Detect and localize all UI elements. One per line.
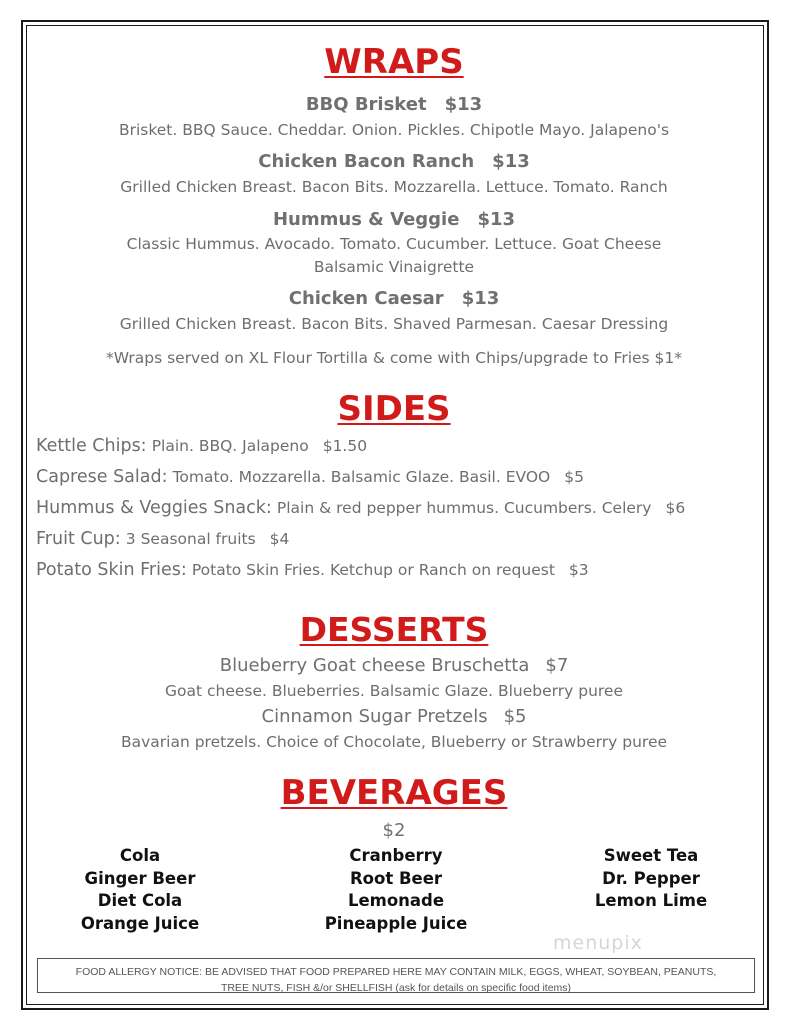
desserts-heading: DESSERTS: [299, 610, 489, 649]
side-item-price: $1.50: [322, 437, 368, 455]
beverage-column: [276, 845, 516, 935]
beverage-item: Root Beer: [349, 868, 443, 888]
wrap-item-name: Hummus & Veggie: [272, 209, 460, 230]
beverages-heading: BEVERAGES: [280, 773, 508, 813]
side-item: [36, 529, 289, 549]
dessert-item-price: $7: [545, 655, 569, 676]
menupix-watermark: menupix: [553, 932, 643, 954]
beverage-item: Orange Juice: [80, 913, 200, 933]
wrap-item-name: BBQ Brisket: [305, 94, 427, 115]
wrap-item-price: $13: [461, 288, 500, 309]
wrap-item-title: [0, 209, 788, 230]
beverage-item: Diet Cola: [97, 891, 183, 911]
beverages-price: $2: [382, 820, 406, 841]
side-item: [36, 560, 589, 580]
wrap-item-description: Grilled Chicken Breast. Bacon Bits. Shaved Parmesan. Caesar Dressing: [119, 315, 669, 333]
dessert-item-description: Goat cheese. Blueberries. Balsamic Glaze. Blueberry puree: [164, 682, 624, 700]
dessert-item-description: Bavarian pretzels. Choice of Chocolate, Blueberry or Strawberry puree: [120, 733, 668, 751]
beverage-item: Lemon Lime: [594, 891, 708, 911]
wraps-heading: WRAPS: [324, 42, 464, 82]
sides-heading: SIDES: [337, 389, 451, 429]
side-item-price: $6: [665, 499, 686, 517]
beverage-item: Dr. Pepper: [602, 868, 700, 888]
side-item-description: Plain. BBQ. Jalapeno: [151, 437, 309, 455]
side-item: [36, 436, 367, 456]
side-item-description: Plain & red pepper hummus. Cucumbers. Celery: [276, 499, 652, 517]
wrap-item-description: Balsamic Vinaigrette: [313, 258, 475, 276]
wraps-note: *Wraps served on XL Flour Tortilla & come with Chips/upgrade to Fries $1*: [105, 349, 683, 367]
side-item-name: Caprese Salad:: [36, 467, 168, 487]
wrap-item-title: [0, 94, 788, 115]
side-item-name: Fruit Cup:: [36, 529, 121, 549]
allergy-notice-line: FOOD ALLERGY NOTICE: BE ADVISED THAT FOOD PREPARED HERE MAY CONTAIN MILK, EGGS, WHEAT, SOYBEAN, PEANUTS,: [75, 966, 717, 978]
side-item: [36, 498, 685, 518]
dessert-item-title: [0, 655, 788, 676]
side-item-description: 3 Seasonal fruits: [125, 530, 256, 548]
side-item-name: Hummus & Veggies Snack:: [36, 498, 272, 518]
beverage-item: Cola: [119, 846, 161, 865]
wrap-item-price: $13: [492, 151, 530, 172]
side-item-description: Potato Skin Fries. Ketchup or Ranch on request: [191, 561, 555, 579]
wrap-item-name: Chicken Caesar: [288, 288, 444, 309]
side-item-name: Potato Skin Fries:: [36, 560, 187, 580]
dessert-item-price: $5: [503, 706, 527, 727]
wrap-item-title: [0, 288, 788, 309]
beverage-item: Sweet Tea: [603, 846, 699, 865]
wrap-item-title: [0, 151, 788, 172]
allergy-notice-box: [37, 958, 755, 993]
side-item: [36, 467, 584, 487]
side-item-name: Kettle Chips:: [36, 436, 147, 456]
side-item-price: $5: [564, 468, 584, 486]
side-item-description: Tomato. Mozzarella. Balsamic Glaze. Basil. EVOO: [172, 468, 551, 486]
wrap-item-price: $13: [477, 209, 516, 230]
beverage-column: [20, 845, 260, 935]
wrap-item-description: Grilled Chicken Breast. Bacon Bits. Mozzarella. Lettuce. Tomato. Ranch: [120, 178, 668, 196]
beverage-item: Cranberry: [349, 846, 443, 865]
side-item-price: $3: [568, 561, 589, 579]
beverage-column: [531, 845, 771, 913]
wrap-item-description: Classic Hummus. Avocado. Tomato. Cucumber. Lettuce. Goat Cheese: [126, 235, 662, 253]
dessert-item-name: Cinnamon Sugar Pretzels: [261, 706, 488, 727]
beverage-item: Pineapple Juice: [324, 913, 468, 933]
beverage-item: Ginger Beer: [84, 868, 196, 888]
dessert-item-name: Blueberry Goat cheese Bruschetta: [219, 655, 530, 676]
beverage-item: Lemonade: [347, 891, 445, 911]
wrap-item-price: $13: [444, 94, 483, 115]
side-item-price: $4: [269, 530, 290, 548]
wrap-item-description: Brisket. BBQ Sauce. Cheddar. Onion. Pickles. Chipotle Mayo. Jalapeno's: [118, 121, 670, 139]
wrap-item-name: Chicken Bacon Ranch: [258, 151, 475, 172]
dessert-item-title: [0, 706, 788, 727]
allergy-notice-line: TREE NUTS, FISH &/or SHELLFISH (ask for details on specific food items): [220, 982, 572, 993]
